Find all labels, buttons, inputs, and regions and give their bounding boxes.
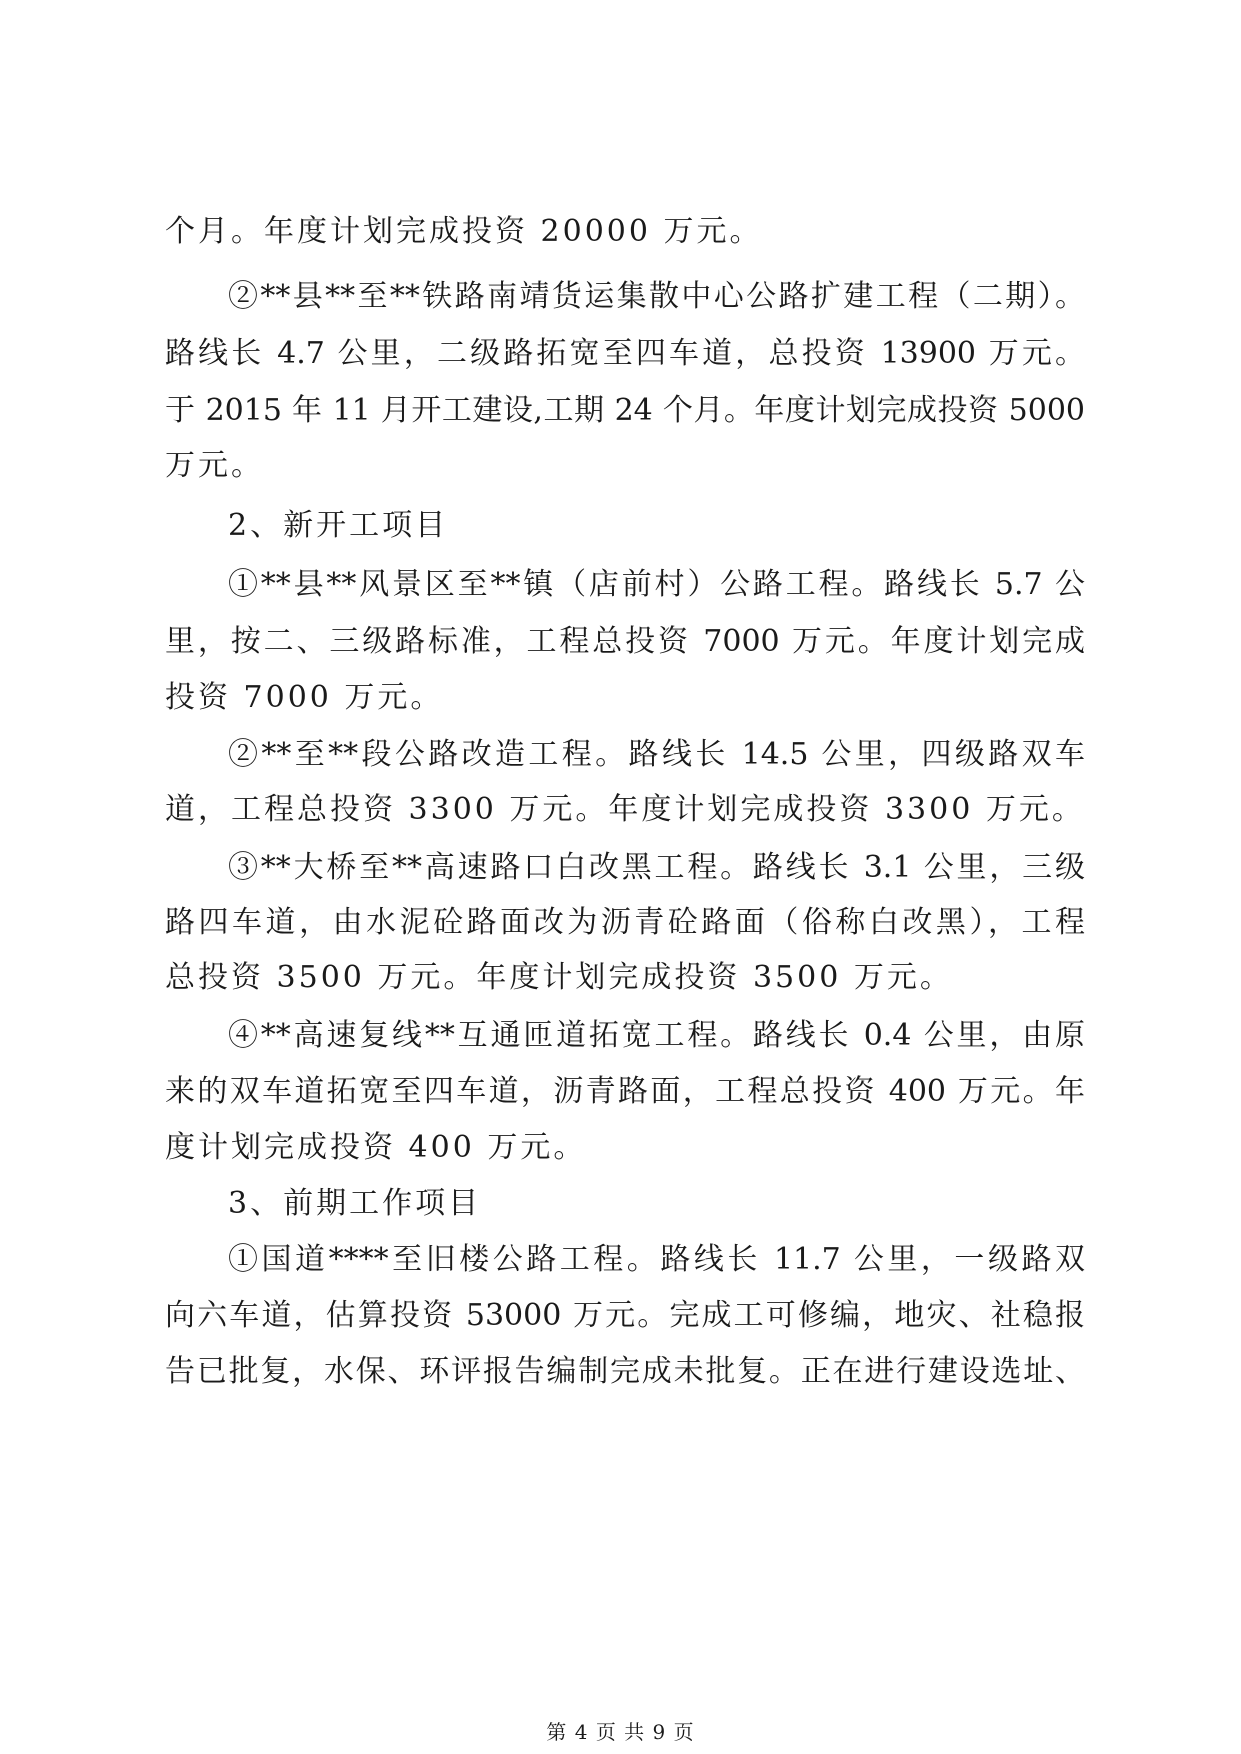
body-line: 路四车道，由水泥砼路面改为沥青砼路面（俗称白改黑），工程 xyxy=(165,905,1085,940)
body-line: 总投资 3500 万元。年度计划完成投资 3500 万元。 xyxy=(165,960,953,995)
body-line: 万元。 xyxy=(165,448,264,483)
body-line: 路线长 4.7 公里，二级路拓宽至四车道，总投资 13900 万元。 xyxy=(165,336,1085,371)
body-line: ②**至**段公路改造工程。路线长 14.5 公里，四级路双车 xyxy=(228,737,1085,772)
page-number-footer: 第 4 页 共 9 页 xyxy=(546,1720,695,1744)
body-line: 里，按二、三级路标准，工程总投资 7000 万元。年度计划完成 xyxy=(165,624,1085,659)
body-line: 投资 7000 万元。 xyxy=(165,680,444,715)
body-line: ①**县**风景区至**镇（店前村）公路工程。路线长 5.7 公 xyxy=(228,567,1085,602)
body-line: ①国道****至旧楼公路工程。路线长 11.7 公里，一级路双 xyxy=(228,1242,1085,1277)
body-line: 于 2015 年 11 月开工建设,工期 24 个月。年度计划完成投资 5000 xyxy=(165,393,1085,428)
section-heading: 3、前期工作项目 xyxy=(228,1186,482,1221)
section-heading: 2、新开工项目 xyxy=(228,508,449,543)
body-line: 告已批复，水保、环评报告编制完成未批复。正在进行建设选址、 xyxy=(165,1354,1085,1389)
body-line: ③**大桥至**高速路口白改黑工程。路线长 3.1 公里，三级 xyxy=(228,850,1085,885)
body-line: ④**高速复线**互通匝道拓宽工程。路线长 0.4 公里，由原 xyxy=(228,1018,1085,1053)
body-line: ②**县**至**铁路南靖货运集散中心公路扩建工程（二期）。 xyxy=(228,279,1085,314)
body-line: 度计划完成投资 400 万元。 xyxy=(165,1130,587,1165)
body-line: 个月。年度计划完成投资 20000 万元。 xyxy=(165,214,763,249)
body-line: 向六车道，估算投资 53000 万元。完成工可修编，地灾、社稳报 xyxy=(165,1298,1085,1333)
body-line: 道，工程总投资 3300 万元。年度计划完成投资 3300 万元。 xyxy=(165,792,1085,827)
body-line: 来的双车道拓宽至四车道，沥青路面，工程总投资 400 万元。年 xyxy=(165,1074,1085,1109)
